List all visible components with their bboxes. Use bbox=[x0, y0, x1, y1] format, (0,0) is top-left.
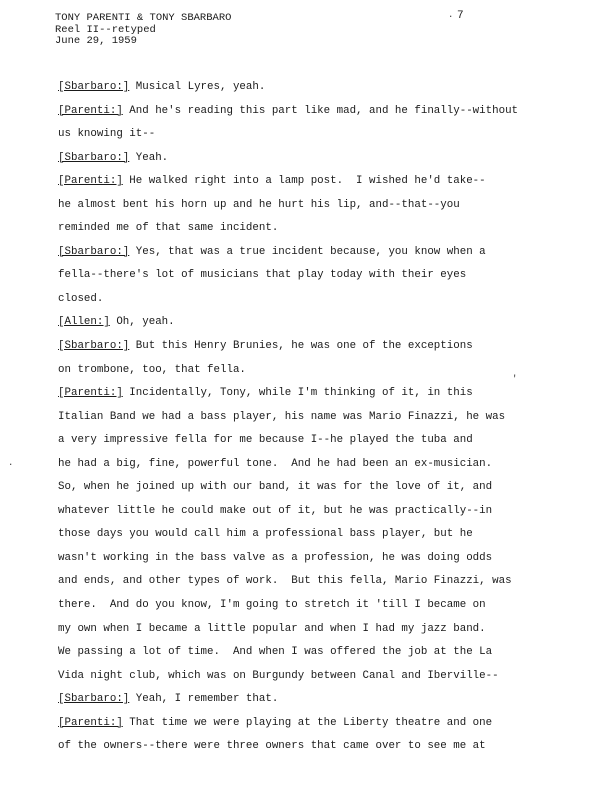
line-text: We passing a lot of time. And when I was offered the job at the La bbox=[58, 646, 493, 659]
transcript-line bbox=[58, 622, 558, 646]
line-text: and ends, and other types of work. But this fella, Mario Finazzi, was bbox=[58, 575, 512, 588]
line-text: of the owners--there were three owners that came over to see me at bbox=[58, 740, 486, 753]
line-text: a very impressive fella for me because I--he played the tuba and bbox=[58, 434, 473, 447]
speaker-label: [Sbarbaro:] bbox=[58, 81, 130, 93]
line-text: Yeah. bbox=[129, 151, 169, 164]
transcript-line bbox=[58, 268, 558, 292]
transcript-line bbox=[58, 739, 558, 763]
line-text: Incidentally, Tony, while I'm thinking of it, in this bbox=[122, 387, 473, 400]
line-text: So, when he joined up with our band, it was for the love of it, and bbox=[58, 481, 493, 494]
transcript-body bbox=[58, 80, 558, 763]
line-text: there. And do you know, I'm going to stretch it 'till I became on bbox=[58, 599, 486, 612]
line-text: on trombone, too, that fella. bbox=[58, 363, 246, 376]
speaker-label: [Parenti:] bbox=[58, 716, 123, 729]
transcript-line bbox=[58, 245, 558, 269]
line-text: Yes, that was a true incident because, you know when a bbox=[129, 245, 486, 258]
line-text: Italian Band we had a bass player, his name was Mario Finazzi, he was bbox=[58, 410, 506, 423]
transcript-line bbox=[58, 716, 558, 740]
transcript-line bbox=[58, 692, 558, 716]
transcript-line bbox=[58, 645, 558, 669]
line-text: That time we were playing at the Liberty theatre and one bbox=[122, 716, 493, 729]
line-text: my own when I became a little popular and when I had my jazz band. bbox=[58, 622, 486, 635]
speaker-label: [Sbarbaro:] bbox=[58, 340, 130, 353]
document-header bbox=[55, 13, 231, 48]
line-text: those days you would call him a professional bass player, but he bbox=[58, 528, 473, 541]
transcript-line bbox=[58, 292, 558, 316]
transcript-line bbox=[58, 480, 558, 504]
header-names: TONY PARENTI & TONY SBARBARO bbox=[55, 12, 232, 24]
speaker-label: [Sbarbaro:] bbox=[58, 151, 130, 164]
margin-mark: ' bbox=[512, 374, 518, 384]
line-text: us knowing it-- bbox=[58, 128, 156, 141]
line-text: he almost bent his horn up and he hurt his lip, and--that--you bbox=[58, 198, 460, 211]
transcript-line bbox=[58, 527, 558, 551]
margin-mark: · bbox=[8, 460, 14, 470]
speaker-label: [Parenti:] bbox=[58, 387, 123, 400]
transcript-line bbox=[58, 433, 558, 457]
transcript-line bbox=[58, 410, 558, 434]
transcript-line bbox=[58, 386, 558, 410]
line-text: Oh, yeah. bbox=[109, 316, 175, 329]
line-text: Vida night club, which was on Burgundy between Canal and Iberville-- bbox=[58, 669, 499, 682]
transcript-line bbox=[58, 551, 558, 575]
transcript-line bbox=[58, 221, 558, 245]
transcript-line bbox=[58, 198, 558, 222]
transcript-line bbox=[58, 574, 558, 598]
transcript-line bbox=[58, 104, 558, 128]
speaker-label: [Sbarbaro:] bbox=[58, 245, 130, 258]
transcript-line bbox=[58, 598, 558, 622]
speaker-label: [Sbarbaro:] bbox=[58, 693, 130, 706]
header-date: June 29, 1959 bbox=[55, 35, 137, 47]
line-text: And he's reading this part like mad, and he finally--without bbox=[122, 104, 519, 117]
speaker-label: [Parenti:] bbox=[58, 175, 123, 188]
transcript-line bbox=[58, 457, 558, 481]
line-text: whatever little he could make out of it, but he was practically--in bbox=[58, 504, 493, 517]
transcript-line bbox=[58, 127, 558, 151]
transcript-line bbox=[58, 339, 558, 363]
transcript-line bbox=[58, 363, 558, 387]
line-text: he had a big, fine, powerful tone. And he had been an ex-musician. bbox=[58, 457, 493, 470]
page-number: 7 bbox=[457, 10, 464, 22]
line-text: Musical Lyres, yeah. bbox=[129, 81, 266, 93]
line-text: But this Henry Brunies, he was one of the exceptions bbox=[129, 340, 473, 353]
line-text: fella--there's lot of musicians that play today with their eyes bbox=[58, 269, 467, 282]
transcript-line bbox=[58, 151, 558, 175]
transcript-line bbox=[58, 669, 558, 693]
speaker-label: [Parenti:] bbox=[58, 104, 123, 117]
transcript-line bbox=[58, 504, 558, 528]
line-text: He walked right into a lamp post. I wished he'd take-- bbox=[122, 175, 486, 188]
header-reel: Reel II--retyped bbox=[55, 23, 156, 36]
line-text: reminded me of that same incident. bbox=[58, 222, 279, 235]
transcript-line bbox=[58, 315, 558, 339]
speaker-label: [Allen:] bbox=[58, 316, 110, 329]
line-text: closed. bbox=[58, 292, 104, 305]
line-text: wasn't working in the bass valve as a profession, he was doing odds bbox=[58, 551, 493, 564]
line-text: Yeah, I remember that. bbox=[129, 693, 279, 706]
margin-mark: · bbox=[448, 12, 454, 22]
transcript-line bbox=[58, 174, 558, 198]
transcript-line bbox=[58, 80, 558, 104]
